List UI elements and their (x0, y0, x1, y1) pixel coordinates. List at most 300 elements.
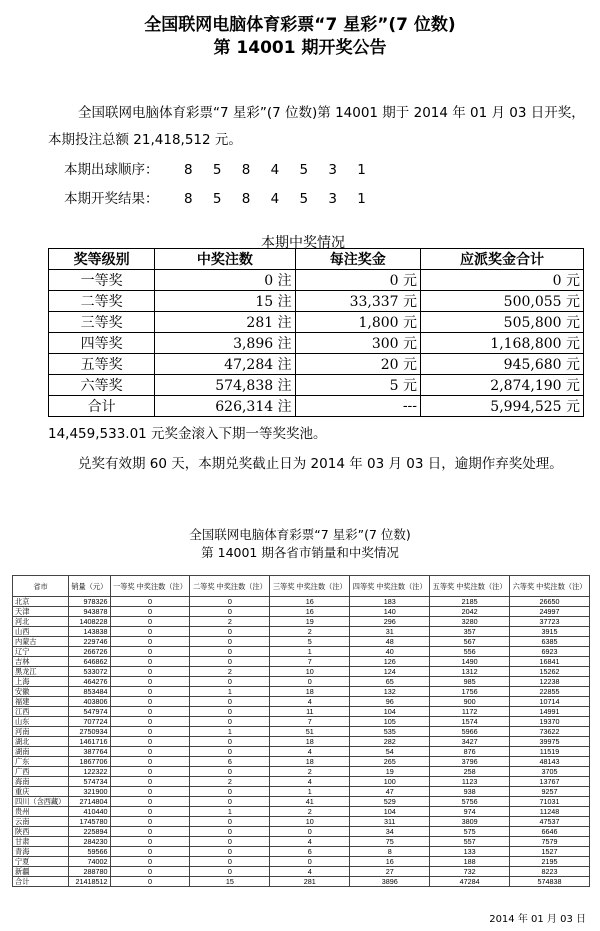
province-name-cell: 上海 (13, 677, 69, 687)
prize-table-cell: 20 元 (295, 354, 420, 375)
province-value-cell: 133 (430, 847, 510, 857)
province-name-cell: 广东 (13, 757, 69, 767)
prize-table-caption: 本期中奖情况 (261, 235, 345, 251)
province-value-cell: 0 (110, 847, 190, 857)
province-value-cell: 19370 (510, 717, 590, 727)
province-table-row (13, 827, 590, 837)
province-value-cell: 0 (110, 727, 190, 737)
province-value-cell: 464276 (69, 677, 110, 687)
province-value-cell: 0 (110, 687, 190, 697)
prize-table-cell: 33,337 元 (295, 291, 420, 312)
province-value-cell: 3796 (430, 757, 510, 767)
province-value-cell: 7 (270, 717, 350, 727)
province-value-cell: 403806 (69, 697, 110, 707)
province-value-cell: 5966 (430, 727, 510, 737)
province-value-cell: 16 (270, 607, 350, 617)
province-value-cell: 547974 (69, 707, 110, 717)
province-value-cell: 265 (350, 757, 430, 767)
province-name-cell: 云南 (13, 817, 69, 827)
province-name-cell: 海南 (13, 777, 69, 787)
province-value-cell: 47537 (510, 817, 590, 827)
rollover-note: 14,459,533.01 元奖金滚入下期一等奖奖池。 (48, 426, 327, 442)
province-value-cell: 2 (270, 807, 350, 817)
province-value-cell: 2042 (430, 607, 510, 617)
province-value-cell: 556 (430, 647, 510, 657)
province-value-cell: 266726 (69, 647, 110, 657)
province-value-cell: 410440 (69, 807, 110, 817)
prize-table-cell: 1,800 元 (295, 312, 420, 333)
province-header-cell: 二等奖 中奖注数（注） (190, 576, 270, 597)
province-value-cell: 0 (190, 857, 270, 867)
province-value-cell: 707724 (69, 717, 110, 727)
province-value-cell: 16 (350, 857, 430, 867)
province-table-row (13, 717, 590, 727)
province-value-cell: 876 (430, 747, 510, 757)
province-value-cell: 59566 (69, 847, 110, 857)
province-value-cell: 1 (270, 787, 350, 797)
province-value-cell: 31 (350, 627, 430, 637)
province-name-cell: 黑龙江 (13, 667, 69, 677)
province-value-cell: 10 (270, 667, 350, 677)
draw-order-line (64, 158, 374, 178)
province-value-cell: 938 (430, 787, 510, 797)
prize-table-header-row (49, 249, 584, 270)
province-value-cell: 284230 (69, 837, 110, 847)
prize-table (48, 248, 584, 417)
province-value-cell: 48 (350, 637, 430, 647)
province-value-cell: 0 (110, 747, 190, 757)
province-value-cell: 2 (270, 767, 350, 777)
province-value-cell: 535 (350, 727, 430, 737)
province-value-cell: 0 (110, 827, 190, 837)
province-value-cell: 105 (350, 717, 430, 727)
province-name-cell: 吉林 (13, 657, 69, 667)
province-value-cell: 51 (270, 727, 350, 737)
province-table-row (13, 797, 590, 807)
province-value-cell: 2185 (430, 597, 510, 607)
prize-table-cell: 3,896 注 (155, 333, 295, 354)
province-value-cell: 40 (350, 647, 430, 657)
province-value-cell: 18 (270, 737, 350, 747)
province-value-cell: 575 (430, 827, 510, 837)
province-value-cell: 0 (110, 617, 190, 627)
prize-table-cell: 0 元 (295, 270, 420, 291)
province-value-cell: 0 (190, 597, 270, 607)
province-value-cell: 4 (270, 867, 350, 877)
province-name-cell: 江西 (13, 707, 69, 717)
province-value-cell: 27 (350, 867, 430, 877)
province-value-cell: 387764 (69, 747, 110, 757)
province-value-cell: 0 (270, 857, 350, 867)
province-value-cell: 0 (190, 747, 270, 757)
province-value-cell: 296 (350, 617, 430, 627)
province-name-cell: 广西 (13, 767, 69, 777)
province-name-cell: 宁夏 (13, 857, 69, 867)
province-header-cell: 三等奖 中奖注数（注） (270, 576, 350, 597)
province-value-cell: 0 (110, 797, 190, 807)
prize-table-row (49, 375, 584, 396)
province-value-cell: 0 (110, 787, 190, 797)
province-value-cell: 0 (190, 737, 270, 747)
province-value-cell: 0 (190, 707, 270, 717)
province-name-cell: 辽宁 (13, 647, 69, 657)
prize-table-cell: 574,838 注 (155, 375, 295, 396)
province-value-cell: 3896 (350, 877, 430, 887)
province-value-cell: 0 (190, 637, 270, 647)
province-name-cell: 合计 (13, 877, 69, 887)
prize-table-cell: 281 注 (155, 312, 295, 333)
province-value-cell: 281 (270, 877, 350, 887)
province-value-cell: 0 (110, 717, 190, 727)
province-value-cell: 225894 (69, 827, 110, 837)
province-value-cell: 3809 (430, 817, 510, 827)
province-value-cell: 533072 (69, 667, 110, 677)
province-value-cell: 12238 (510, 677, 590, 687)
province-table-row (13, 767, 590, 777)
province-name-cell: 北京 (13, 597, 69, 607)
province-value-cell: 0 (110, 677, 190, 687)
province-value-cell: 47 (350, 787, 430, 797)
province-value-cell: 10 (270, 817, 350, 827)
province-value-cell: 5 (270, 637, 350, 647)
province-name-cell: 内蒙古 (13, 637, 69, 647)
province-value-cell: 6646 (510, 827, 590, 837)
province-header-cell: 四等奖 中奖注数（注） (350, 576, 430, 597)
province-table-row (13, 627, 590, 637)
prize-table-cell: 一等奖 (49, 270, 155, 291)
province-value-cell: 0 (110, 597, 190, 607)
province-value-cell: 900 (430, 697, 510, 707)
province-value-cell: 0 (110, 667, 190, 677)
province-value-cell: 0 (190, 647, 270, 657)
province-table-row (13, 677, 590, 687)
province-value-cell: 16 (270, 597, 350, 607)
province-table-row (13, 807, 590, 817)
province-name-cell: 河南 (13, 727, 69, 737)
province-name-cell: 甘肃 (13, 837, 69, 847)
province-value-cell: 1312 (430, 667, 510, 677)
province-table-row (13, 707, 590, 717)
province-value-cell: 0 (190, 627, 270, 637)
province-value-cell: 37723 (510, 617, 590, 627)
prize-table-cell: 六等奖 (49, 375, 155, 396)
province-value-cell: 0 (110, 647, 190, 657)
province-table-row (13, 777, 590, 787)
province-name-cell: 陕西 (13, 827, 69, 837)
province-value-cell: 96 (350, 697, 430, 707)
prize-table-cell: 1,168,800 元 (421, 333, 584, 354)
province-value-cell: 10714 (510, 697, 590, 707)
province-value-cell: 0 (110, 757, 190, 767)
province-value-cell: 140 (350, 607, 430, 617)
province-value-cell: 0 (190, 867, 270, 877)
province-value-cell: 1172 (430, 707, 510, 717)
province-value-cell: 0 (190, 677, 270, 687)
province-value-cell: 0 (110, 637, 190, 647)
province-table-row (13, 847, 590, 857)
province-name-cell: 湖北 (13, 737, 69, 747)
prize-table-cell: 500,055 元 (421, 291, 584, 312)
province-value-cell: 0 (190, 717, 270, 727)
province-value-cell: 16841 (510, 657, 590, 667)
province-value-cell: 11 (270, 707, 350, 717)
prize-header-cell: 每注奖金 (295, 249, 420, 270)
province-value-cell: 73622 (510, 727, 590, 737)
prize-table-cell: 300 元 (295, 333, 420, 354)
prize-header-cell: 奖等级别 (49, 249, 155, 270)
province-value-cell: 2714804 (69, 797, 110, 807)
province-value-cell: 5756 (430, 797, 510, 807)
province-value-cell: 282 (350, 737, 430, 747)
province-value-cell: 974 (430, 807, 510, 817)
province-value-cell: 6 (190, 757, 270, 767)
province-table-caption-1: 全国联网电脑体育彩票“7 星彩”(7 位数) (189, 527, 411, 542)
province-value-cell: 18 (270, 757, 350, 767)
province-table-row (13, 637, 590, 647)
province-value-cell: 258 (430, 767, 510, 777)
province-value-cell: 1527 (510, 847, 590, 857)
province-value-cell: 19 (270, 617, 350, 627)
province-value-cell: 4 (270, 837, 350, 847)
province-value-cell: 574838 (510, 877, 590, 887)
province-name-cell: 天津 (13, 607, 69, 617)
prize-table-cell: 5 元 (295, 375, 420, 396)
province-value-cell: 22855 (510, 687, 590, 697)
province-value-cell: 15262 (510, 667, 590, 677)
province-value-cell: 0 (190, 817, 270, 827)
prize-header-cell: 中奖注数 (155, 249, 295, 270)
province-value-cell: 288780 (69, 867, 110, 877)
province-value-cell: 0 (270, 677, 350, 687)
province-header-cell: 销量（元） (69, 576, 110, 597)
prize-table-cell: 505,800 元 (421, 312, 584, 333)
province-table-caption-2: 第 14001 期各省市销量和中奖情况 (201, 545, 399, 560)
page-subtitle: 第 14001 期开奖公告 (213, 38, 387, 58)
province-value-cell: 34 (350, 827, 430, 837)
province-value-cell: 985 (430, 677, 510, 687)
province-table-row (13, 757, 590, 767)
province-value-cell: 0 (190, 797, 270, 807)
province-table-row (13, 657, 590, 667)
province-value-cell: 3915 (510, 627, 590, 637)
province-value-cell: 0 (110, 837, 190, 847)
province-value-cell: 0 (190, 607, 270, 617)
province-value-cell: 0 (190, 657, 270, 667)
province-value-cell: 7 (270, 657, 350, 667)
intro-paragraph: 全国联网电脑体育彩票“7 星彩”(7 位数)第 14001 期于 2014 年 01 月 03 日开奖，本期投注总额 21,418,512 元。 (48, 105, 585, 148)
province-value-cell: 567 (430, 637, 510, 647)
province-value-cell: 0 (190, 837, 270, 847)
province-value-cell: 853484 (69, 687, 110, 697)
province-value-cell: 978326 (69, 597, 110, 607)
province-table-row (13, 727, 590, 737)
prize-table-row (49, 270, 584, 291)
province-value-cell: 11248 (510, 807, 590, 817)
province-value-cell: 2 (190, 617, 270, 627)
province-value-cell: 229746 (69, 637, 110, 647)
province-value-cell: 47284 (430, 877, 510, 887)
province-value-cell: 6923 (510, 647, 590, 657)
province-value-cell: 0 (110, 867, 190, 877)
province-value-cell: 646862 (69, 657, 110, 667)
province-value-cell: 18 (270, 687, 350, 697)
province-name-cell: 湖南 (13, 747, 69, 757)
prize-header-cell: 应派奖金合计 (421, 249, 584, 270)
province-table-row (13, 837, 590, 847)
province-table-row (13, 747, 590, 757)
draw-order-numbers: 8 5 8 4 5 3 1 (184, 162, 374, 178)
province-table-row (13, 817, 590, 827)
province-value-cell: 124 (350, 667, 430, 677)
province-value-cell: 0 (110, 707, 190, 717)
province-header-cell: 一等奖 中奖注数（注） (110, 576, 190, 597)
province-value-cell: 0 (110, 627, 190, 637)
redeem-note: 兑奖有效期 60 天，本期兑奖截止日为 2014 年 03 月 03 日，逾期作弃奖处理。 (78, 456, 563, 472)
province-value-cell: 4 (270, 747, 350, 757)
province-value-cell: 7579 (510, 837, 590, 847)
province-value-cell: 41 (270, 797, 350, 807)
province-value-cell: 4 (270, 777, 350, 787)
province-value-cell: 100 (350, 777, 430, 787)
province-value-cell: 0 (110, 817, 190, 827)
prize-table-row (49, 354, 584, 375)
province-value-cell: 48143 (510, 757, 590, 767)
province-value-cell: 0 (190, 697, 270, 707)
prize-table-cell: 二等奖 (49, 291, 155, 312)
draw-result-label: 本期开奖结果： (64, 191, 159, 207)
province-name-cell: 青海 (13, 847, 69, 857)
province-value-cell: 557 (430, 837, 510, 847)
province-table-row (13, 607, 590, 617)
prize-table-cell: 15 注 (155, 291, 295, 312)
province-value-cell: 943878 (69, 607, 110, 617)
province-value-cell: 13767 (510, 777, 590, 787)
province-value-cell: 39975 (510, 737, 590, 747)
province-value-cell: 1 (270, 647, 350, 657)
prize-table-cell: 0 注 (155, 270, 295, 291)
province-table-row (13, 647, 590, 657)
province-table-row (13, 787, 590, 797)
province-value-cell: 21418512 (69, 877, 110, 887)
province-value-cell: 24997 (510, 607, 590, 617)
province-value-cell: 132 (350, 687, 430, 697)
prize-table-cell: 47,284 注 (155, 354, 295, 375)
province-value-cell: 2195 (510, 857, 590, 867)
prize-table-cell: 合计 (49, 396, 155, 417)
province-value-cell: 9257 (510, 787, 590, 797)
province-value-cell: 4 (270, 697, 350, 707)
footer-date: 2014 年 01 月 03 日 (489, 914, 586, 925)
province-value-cell: 1 (190, 687, 270, 697)
prize-table-cell: 四等奖 (49, 333, 155, 354)
province-value-cell: 357 (430, 627, 510, 637)
province-header-cell: 六等奖 中奖注数（注） (510, 576, 590, 597)
province-value-cell: 74002 (69, 857, 110, 867)
province-value-cell: 321900 (69, 787, 110, 797)
province-value-cell: 2 (190, 777, 270, 787)
province-value-cell: 11519 (510, 747, 590, 757)
prize-table-cell: 0 元 (421, 270, 584, 291)
province-table-row (13, 877, 590, 887)
province-value-cell: 0 (110, 767, 190, 777)
province-value-cell: 0 (110, 697, 190, 707)
province-value-cell: 0 (110, 777, 190, 787)
province-value-cell: 8 (350, 847, 430, 857)
province-value-cell: 65 (350, 677, 430, 687)
province-value-cell: 1867706 (69, 757, 110, 767)
province-value-cell: 0 (110, 657, 190, 667)
province-value-cell: 0 (110, 807, 190, 817)
province-table-row (13, 857, 590, 867)
province-value-cell: 0 (110, 877, 190, 887)
province-value-cell: 14991 (510, 707, 590, 717)
province-table-row (13, 597, 590, 607)
province-value-cell: 2 (270, 627, 350, 637)
province-name-cell: 福建 (13, 697, 69, 707)
province-value-cell: 1 (190, 727, 270, 737)
prize-table-cell: 626,314 注 (155, 396, 295, 417)
province-name-cell: 安徽 (13, 687, 69, 697)
province-value-cell: 183 (350, 597, 430, 607)
province-value-cell: 26650 (510, 597, 590, 607)
province-value-cell: 19 (350, 767, 430, 777)
province-table-row (13, 737, 590, 747)
province-name-cell: 山东 (13, 717, 69, 727)
prize-table-row (49, 396, 584, 417)
province-value-cell: 104 (350, 707, 430, 717)
prize-table-row (49, 291, 584, 312)
province-value-cell: 574734 (69, 777, 110, 787)
province-value-cell: 0 (190, 847, 270, 857)
province-value-cell: 126 (350, 657, 430, 667)
province-value-cell: 122322 (69, 767, 110, 777)
province-name-cell: 重庆 (13, 787, 69, 797)
province-table (12, 575, 590, 887)
province-value-cell: 0 (270, 827, 350, 837)
province-value-cell: 6 (270, 847, 350, 857)
prize-table-cell: 五等奖 (49, 354, 155, 375)
province-value-cell: 1574 (430, 717, 510, 727)
province-name-cell: 河北 (13, 617, 69, 627)
province-value-cell: 1408228 (69, 617, 110, 627)
province-value-cell: 3705 (510, 767, 590, 777)
province-value-cell: 0 (110, 607, 190, 617)
province-name-cell: 四川（含西藏） (13, 797, 69, 807)
province-header-cell: 五等奖 中奖注数（注） (430, 576, 510, 597)
province-value-cell: 1123 (430, 777, 510, 787)
province-value-cell: 311 (350, 817, 430, 827)
province-value-cell: 0 (190, 787, 270, 797)
draw-order-label: 本期出球顺序： (64, 162, 159, 178)
province-value-cell: 8223 (510, 867, 590, 877)
province-name-cell: 贵州 (13, 807, 69, 817)
province-value-cell: 529 (350, 797, 430, 807)
province-value-cell: 0 (110, 737, 190, 747)
province-table-row (13, 697, 590, 707)
province-value-cell: 104 (350, 807, 430, 817)
province-value-cell: 2750934 (69, 727, 110, 737)
province-value-cell: 1461716 (69, 737, 110, 747)
province-table-row (13, 867, 590, 877)
province-value-cell: 15 (190, 877, 270, 887)
province-table-row (13, 687, 590, 697)
province-value-cell: 0 (190, 767, 270, 777)
province-value-cell: 143838 (69, 627, 110, 637)
draw-result-numbers: 8 5 8 4 5 3 1 (184, 191, 374, 207)
page-title: 全国联网电脑体育彩票“7 星彩”(7 位数) (144, 15, 456, 35)
province-name-cell: 山西 (13, 627, 69, 637)
province-value-cell: 6385 (510, 637, 590, 647)
